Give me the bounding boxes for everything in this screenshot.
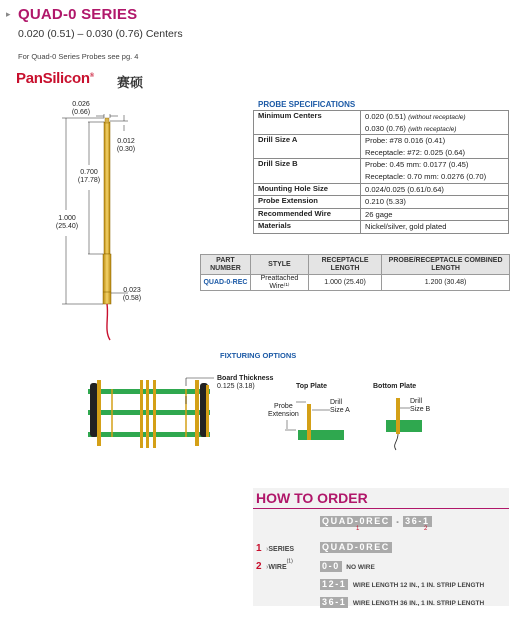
spec-label: Materials [254, 221, 361, 234]
spec-label: Drill Size B [254, 159, 361, 183]
part-table-header: RECEPTACLE LENGTH [308, 255, 381, 275]
part-table-cell: 1.000 (25.40) [308, 275, 381, 291]
dim-overall: 1.000 (25.40) [55, 215, 79, 230]
series-note: For Quad-0 Series Probes see pg. 4 [18, 52, 139, 61]
wire-row: 2 ›WIRE$^{(1)}$ [256, 558, 293, 572]
series-row: 1 ›SERIES [256, 543, 295, 554]
part-table-cell: QUAD-0-REC [201, 275, 251, 291]
board-thickness-label: Board Thickness 0.125 (3.18) [217, 375, 274, 390]
drill-size-b-label: Drill Size B [410, 398, 431, 413]
probe-extension-label: Probe Extension [268, 403, 299, 418]
series-value: QUAD-0REC [322, 542, 390, 552]
spec-value: Nickel/silver, gold plated [361, 221, 509, 234]
part-table-header: PROBE/RECEPTACLE COMBINED LENGTH [382, 255, 510, 275]
fixturing-title: FIXTURING OPTIONS [220, 351, 297, 360]
spec-value: 26 gage [361, 208, 509, 221]
how-to-order-rule [253, 508, 509, 509]
spec-title: PROBE SPECIFICATIONS [258, 100, 356, 109]
order-code: QUAD-0REC - 36-1 [322, 516, 430, 526]
spec-value: 0.020 (0.51) (without receptacle) 0.030 (0.76) (with receptacle) [361, 111, 509, 135]
spec-value: Probe: #78 0.016 (0.41) Receptacle: #72: 0.025 (0.64) [361, 135, 509, 159]
order-index-2: 2 [424, 526, 428, 532]
top-plate-label: Top Plate [296, 383, 327, 390]
part-table-cell: 1.200 (30.48) [382, 275, 510, 291]
spec-value: 0.024/0.025 (0.61/0.64) [361, 183, 509, 196]
centers-subtitle: 0.020 (0.51) – 0.030 (0.76) Centers [18, 28, 183, 40]
dim-head-width: 0.026 (0.66) [71, 101, 91, 116]
brand-logo: PanSilicon® [16, 70, 94, 87]
spec-label: Minimum Centers [254, 111, 361, 135]
dim-barrel: 0.700 (17.78) [77, 169, 101, 184]
spec-label: Probe Extension [254, 196, 361, 209]
part-table-header: STYLE [250, 255, 308, 275]
fixture-assembly [88, 378, 214, 448]
dim-receptacle: 0.023 (0.58) [122, 287, 142, 302]
wire-option-12: 12-1 WIRE LENGTH 12 IN., 1 IN. STRIP LENGTH [322, 579, 485, 589]
page-title: QUAD-0 SERIES [18, 6, 138, 23]
spec-label: Mounting Hole Size [254, 183, 361, 196]
spec-value: 0.210 (5.33) [361, 196, 509, 209]
spec-value: Probe: 0.45 mm: 0.0177 (0.45) Receptacle: 0.70 mm: 0.0276 (0.70) [361, 159, 509, 183]
wire-option-36: 36-1 WIRE LENGTH 36 IN., 1 IN. STRIP LENGTH [322, 597, 485, 607]
drill-size-a-label: Drill Size A [330, 399, 350, 414]
brand-logo-cn: 赛硕 [117, 75, 144, 90]
bottom-plate-label: Bottom Plate [373, 383, 417, 390]
spec-label: Recommended Wire [254, 208, 361, 221]
wire-option-none: 0-0 NO WIRE [322, 561, 375, 571]
spec-label: Drill Size A [254, 135, 361, 159]
dim-tip: 0.012 (0.30) [116, 138, 136, 153]
order-index-1: 1 [356, 526, 360, 532]
part-table-cell: Preattached Wire⁽¹⁾ [250, 275, 308, 291]
header-arrow-icon: ▸ [6, 9, 11, 19]
part-table-header: PART NUMBER [201, 255, 251, 275]
how-to-order-title: HOW TO ORDER [256, 490, 368, 506]
